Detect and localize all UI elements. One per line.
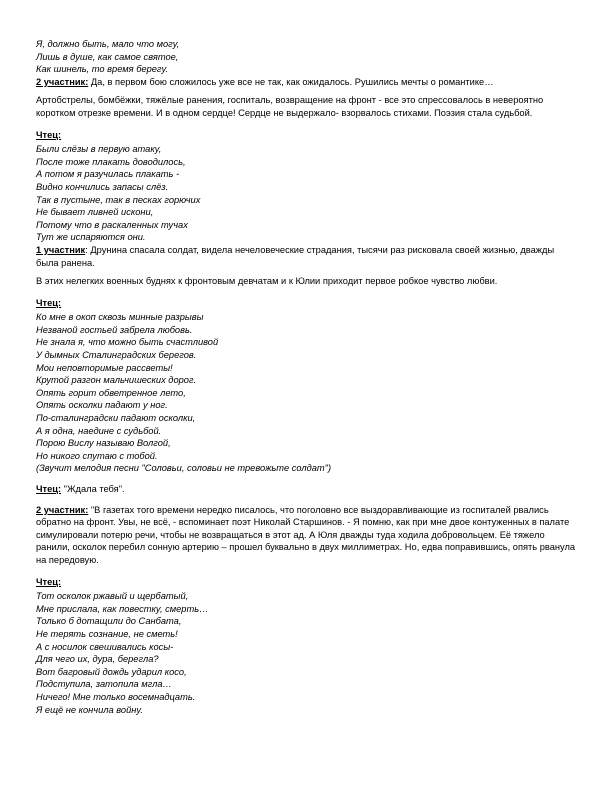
verse-line: Опять осколки падают у ног. bbox=[36, 400, 168, 411]
verse-line: Тот осколок ржавый и щербатый, bbox=[36, 591, 189, 602]
verse-line: Как шинель, то время берегу. bbox=[36, 64, 169, 75]
speaker-text: Да, в первом бою сложилось уже все не так, как ожидалось. Рушились мечты о романтике… bbox=[88, 76, 494, 87]
block-verse bbox=[36, 143, 576, 244]
verse-line: Я ещё не кончила войну. bbox=[36, 704, 143, 715]
verse-line: (Звучит мелодия песни "Соловьи, соловьи не тревожьте солдат") bbox=[36, 463, 332, 474]
block-reader bbox=[36, 576, 576, 589]
verse-line: Но никого спутаю с тобой. bbox=[36, 450, 158, 461]
poem-title: "Ждала тебя". bbox=[61, 484, 125, 494]
block-speaker bbox=[36, 76, 576, 89]
verse-line: Лишь в душе, как самое святое, bbox=[36, 51, 179, 62]
speaker-paragraph bbox=[36, 244, 576, 269]
verse-line: Незваной гостьей забрела любовь. bbox=[36, 324, 193, 335]
reader-title-line bbox=[36, 483, 576, 496]
verse-line: Крутой разгон мальчишеских дорог. bbox=[36, 375, 197, 386]
verse-line: После тоже плакать доводилось, bbox=[36, 156, 186, 167]
speaker-text: "В газетах того времени нередко писалось, что поголовно все выздоравливающие из госпиталей рвались обратно на фронт. Увы, не всё, - вспоминает поэт Николай Старшинов. - Я помню, как при мне двое контуженных в палате симулировали потерю речи, чтобы не возвращаться в этот ад. А Юля дважды туда ходила добровольцем. Её тяжело ранили, осколок перебил сонную артерию – прошел буквально в двух миллиметрах. Но, едва поправившись, опять рванула на передовую. bbox=[36, 504, 576, 565]
speaker-label: 2 участник: bbox=[36, 76, 89, 87]
block-verse bbox=[36, 311, 576, 475]
verse-line: Мои неповторимые рассветы! bbox=[36, 362, 173, 373]
verse-line: Только б дотащили до Санбата, bbox=[36, 616, 182, 627]
block-reader bbox=[36, 129, 576, 142]
verse-line: Не знала я, что можно быть счастливой bbox=[36, 337, 219, 348]
verse-line: Опять горит обветренное лето, bbox=[36, 387, 186, 398]
verse-line: А потом я разучилась плакать - bbox=[36, 169, 180, 180]
verse-line: А я одна, наедине с судьбой. bbox=[36, 425, 162, 436]
speaker-paragraph bbox=[36, 76, 576, 89]
block-reader_title bbox=[36, 483, 576, 496]
reader-label: Чтец: bbox=[36, 297, 62, 308]
verse-line: Потому что в раскаленных тучах bbox=[36, 219, 188, 230]
verse-line: Для чего их, дура, берегла? bbox=[36, 654, 159, 665]
verse-line: По-сталинградски падают осколки, bbox=[36, 413, 196, 424]
verse-line: Я, должно быть, мало что могу, bbox=[36, 39, 180, 49]
block-verse bbox=[36, 38, 576, 76]
verse-line: У дымных Сталинградских берегов. bbox=[36, 350, 197, 361]
block-reader bbox=[36, 297, 576, 310]
verse-line: Подступила, затопила мгла… bbox=[36, 679, 172, 690]
narration-paragraph: Артобстрелы, бомбёжки, тяжёлые ранения, госпиталь, возвращение на фронт - все это спрессовалось в невероятно коротком отрезке времени. И в одном сердце! Сердце не выдержало- взорвалось стихами. Поэзия стала судьбой. bbox=[36, 95, 544, 118]
narration-paragraph: В этих нелегких военных буднях к фронтовым девчатам и к Юлии приходит первое робкое чувство любви. bbox=[36, 276, 498, 287]
verse-line: Были слёзы в первую атаку, bbox=[36, 144, 162, 155]
verse-line: А с носилок свешивались косы- bbox=[36, 641, 174, 652]
verse-line: Ко мне в окоп сквозь минные разрывы bbox=[36, 312, 204, 323]
reader-label: Чтец: bbox=[36, 576, 62, 587]
document-body bbox=[36, 38, 576, 716]
block-para bbox=[36, 94, 576, 119]
block-speaker bbox=[36, 244, 576, 269]
verse-line: Ничего! Мне только восемнадцать. bbox=[36, 691, 196, 702]
speaker-label: 1 участник bbox=[36, 244, 86, 255]
verse-line: Не бывает ливней искони, bbox=[36, 207, 154, 218]
verse-line: Мне прислала, как повестку, смерть… bbox=[36, 603, 209, 614]
verse-line: Вот багровый дождь ударил косо, bbox=[36, 666, 187, 677]
speaker-paragraph bbox=[36, 504, 576, 567]
reader-label: Чтец: bbox=[36, 484, 62, 494]
verse-line: Тут же испаряются они. bbox=[36, 232, 146, 243]
verse-line: Порою Вислу называю Волгой, bbox=[36, 438, 171, 449]
speaker-label: 2 участник: bbox=[36, 504, 89, 515]
reader-label: Чтец: bbox=[36, 129, 62, 140]
block-verse bbox=[36, 590, 576, 716]
verse-line: Так в пустыне, так в песках горючих bbox=[36, 194, 201, 205]
block-speaker bbox=[36, 504, 576, 567]
block-para bbox=[36, 275, 576, 288]
speaker-text: : Друнина спасала солдат, видела нечеловеческие страдания, тысячи раз рисковала своей жизнью, дважды была ранена. bbox=[36, 244, 555, 268]
verse-line: Не терять сознание, не сметь! bbox=[36, 628, 178, 639]
verse-line: Видно кончились запасы слёз. bbox=[36, 181, 169, 192]
